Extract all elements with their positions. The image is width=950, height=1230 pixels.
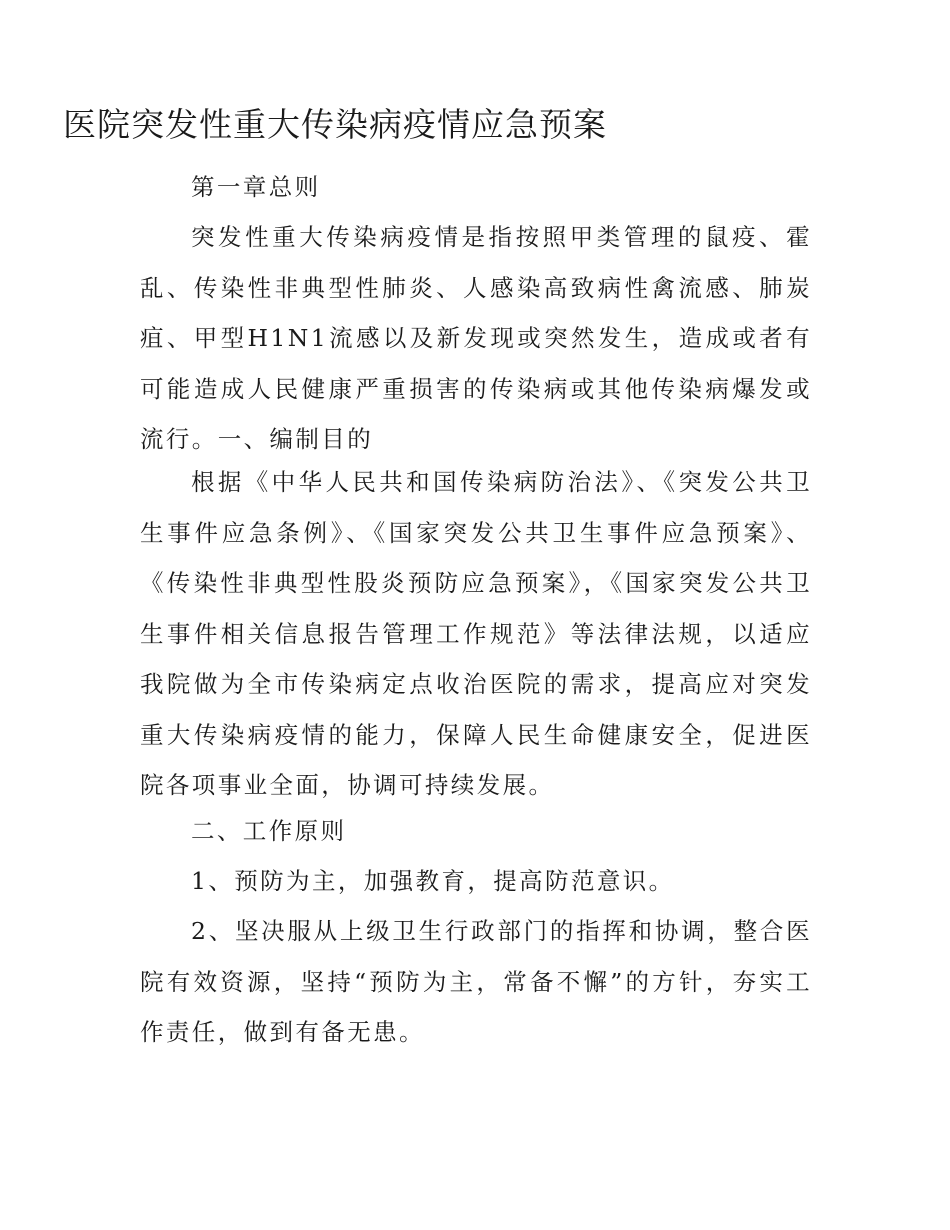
principle-item-1: 1、预防为主，加强教育，提高防范意识。 bbox=[191, 867, 675, 895]
definition-paragraph: 突发性重大传染病疫情是指按照甲类管理的鼠疫、霍乱、传染性非典型性肺炎、人感染高致病性禽流感、肺炭疽、甲型H1N1流感以及新发现或突然发生，造成或者有可能造成人民健康严重损害的传染病或其他传染病爆发或流行。一、编制目的 bbox=[140, 223, 812, 453]
document-title: 医院突发性重大传染病疫情应急预案 bbox=[63, 105, 607, 144]
principle-item-2: 2、坚决服从上级卫生行政部门的指挥和协调，整合医院有效资源，坚持“预防为主，常备不懈”的方针，夯实工作责任，做到有备无患。 bbox=[140, 917, 812, 1046]
chapter-heading: 第一章总则 bbox=[191, 173, 321, 201]
principles-heading: 二、工作原则 bbox=[191, 817, 347, 845]
basis-paragraph: 根据《中华人民共和国传染病防治法》、《突发公共卫生事件应急条例》、《国家突发公共卫生事件应急预案》、《传染性非典型性股炎预防应急预案》，《国家突发公共卫生事件相关信息报告管理工作规范》等法律法规，以适应我院做为全市传染病定点收治医院的需求，提高应对突发重大传染病疫情的能力，保障人民生命健康安全，促进医院各项事业全面，协调可持续发展。 bbox=[140, 468, 812, 799]
